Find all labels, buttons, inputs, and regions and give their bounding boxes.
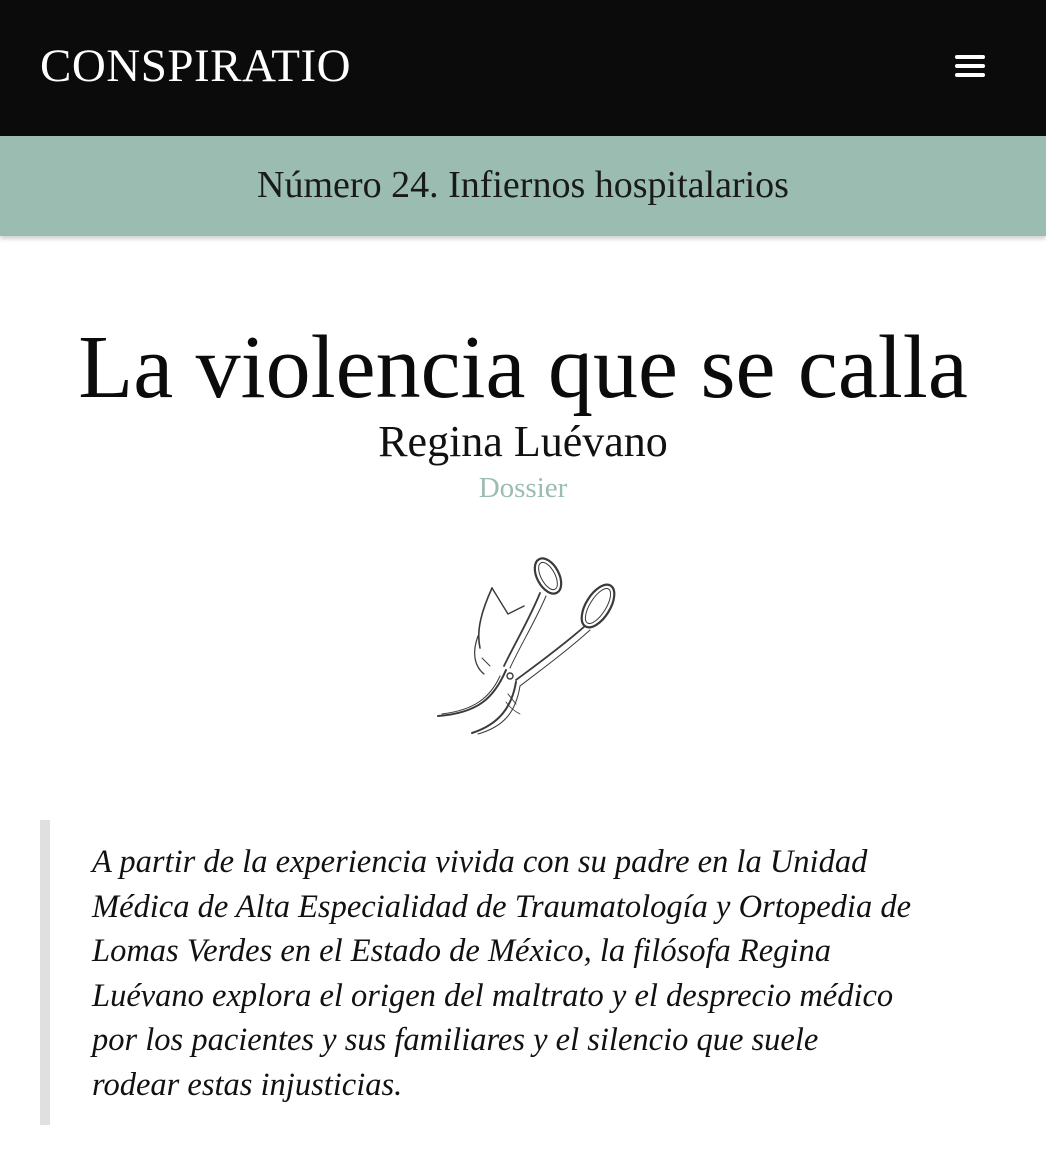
menu-button[interactable] xyxy=(950,48,990,84)
site-header xyxy=(0,0,1046,136)
blockquote-rule xyxy=(40,820,50,1125)
article-title: La violencia que se calla xyxy=(78,318,968,417)
surgical-scissors-illustration xyxy=(420,548,630,748)
hamburger-menu-icon-bar xyxy=(955,64,985,68)
hamburger-menu-icon-bar xyxy=(955,73,985,77)
article-author: Regina Luévano xyxy=(378,417,668,466)
article-section-link[interactable]: Dossier xyxy=(478,472,568,504)
article-abstract: A partir de la experiencia vivida con su padre en la Unidad Médica de Alta Especialidad de Traumatología y Ortopedia de Lomas Verdes en el Estado de México, la filósofa Regina Luévano explora el origen del maltrato y el desprecio médico por los pacientes y sus familiares y el silencio que suele rodear estas injusticias. xyxy=(92,844,912,1103)
issue-link[interactable]: Número 24. Infiernos hospitalarios xyxy=(257,164,789,206)
site-logo-link[interactable]: CONSPIRATIO xyxy=(40,40,352,92)
issue-banner xyxy=(0,136,1046,236)
hamburger-menu-icon xyxy=(955,55,985,59)
